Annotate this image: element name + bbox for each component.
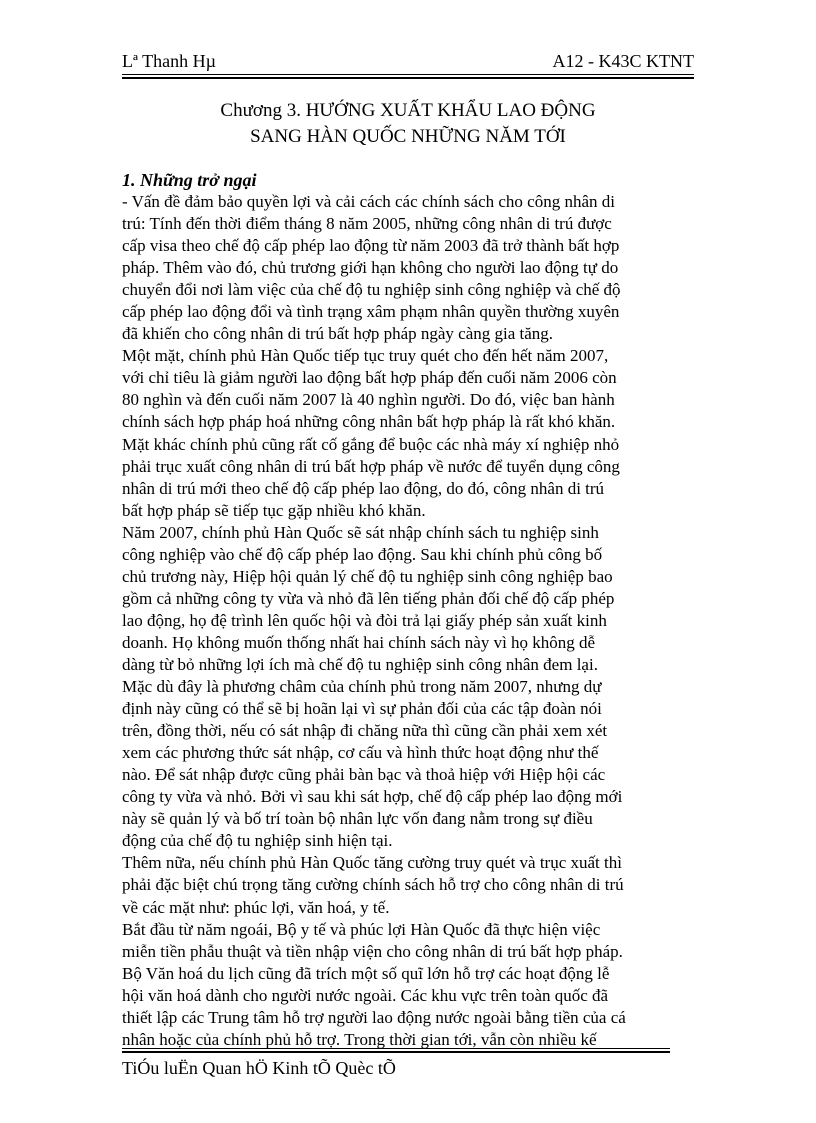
body-line: cấp phép lao động đổi và tình trạng xâm phạm nhân quyền thường xuyên [122,302,620,322]
chapter-title-line-1: Chương 3. HƯỚNG XUẤT KHẨU LAO ĐỘNG [220,100,596,121]
body-line: - Vấn đề đảm bảo quyền lợi và cải cách các chính sách cho công nhân di [122,192,615,211]
running-header [122,50,694,74]
body-line: nào. Để sát nhập được cũng phải bàn bạc và thoả hiệp với Hiệp hội các [122,765,606,785]
body-line: Bắt đầu từ năm ngoái, Bộ y tế và phúc lợi Hàn Quốc đã thực hiện việc [122,919,601,939]
body-line: phải đặc biệt chú trọng tăng cường chính sách hỗ trợ cho công nhân di trú [122,875,624,895]
header-author: Lª Thanh Hµ [122,51,216,71]
body-line: chính sách hợp pháp hoá những công nhân bất hợp pháp là rất khó khăn. [122,412,616,432]
body-line: Mặt khác chính phủ cũng rất cố gắng để buộc các nhà máy xí nghiệp nhỏ [122,434,620,454]
body-line: dàng từ bỏ những lợi ích mà chế độ tu nghiệp sinh công nhân đem lại. [122,654,598,674]
body-line: nhân hoặc của chính phủ hỗ trợ. Trong thời gian tới, vẫn còn nhiều kế [122,1029,597,1049]
body-line: về các mặt như: phúc lợi, văn hoá, y tế. [122,897,390,917]
body-line: định này cũng có thể sẽ bị hoãn lại vì sự phản đối của các tập đoàn nói [122,699,602,719]
body-line: Mặc dù đây là phương châm của chính phủ trong năm 2007, nhưng dự [122,677,602,697]
body-line: phải trục xuất công nhân di trú bất hợp pháp về nước để tuyển dụng công [122,456,620,476]
body-line: công nghiệp vào chế độ cấp phép lao động. Sau khi chính phủ công bố [122,544,603,564]
body-line: Năm 2007, chính phủ Hàn Quốc sẽ sát nhập chính sách tu nghiệp sinh [122,522,599,542]
body-line: với chỉ tiêu là giảm người lao động bất hợp pháp đến cuối năm 2006 còn [122,368,617,388]
running-footer: TiÓu luËn Quan hÖ Kinh tÕ Quèc tÕ [122,1058,396,1078]
body-line: bất hợp pháp sẽ tiếp tục gặp nhiều khó khăn. [122,500,426,520]
body-line: pháp. Thêm vào đó, chủ trương giới hạn không cho người lao động tự do [122,258,619,278]
body-line: xem các phương thức sát nhập, cơ cấu và hình thức hoạt động như thế [122,743,599,763]
body-line: gồm cả những công ty vừa và nhỏ đã lên tiếng phản đối chế độ cấp phép [122,588,615,608]
body-line: chủ trương này, Hiệp hội quản lý chế độ tu nghiệp sinh công nghiệp bao [122,566,613,586]
body-line: lao động, họ đệ trình lên quốc hội và đòi trả lại giấy phép sản xuất kinh [122,610,607,630]
body-text [122,191,694,1051]
body-line: trú: Tính đến thời điểm tháng 8 năm 2005, những công nhân di trú được [122,214,612,234]
footer-rule-thick [122,1051,670,1053]
body-line: đã khiến cho công nhân di trú bất hợp pháp ngày càng gia tăng. [122,324,554,344]
body-line: trên, đồng thời, nếu có sát nhập đi chăng nữa thì cũng cần phải xem xét [122,721,608,741]
body-line: cấp visa theo chế độ cấp phép lao động từ năm 2003 đã trở thành bất hợp [122,236,620,256]
body-line: động của chế độ tu nghiệp sinh hiện tại. [122,831,393,851]
chapter-title-line-2: SANG HÀN QUỐC NHỮNG NĂM TỚI [250,126,566,147]
section-heading: 1. Những trở ngại [122,170,257,190]
header-class-code: A12 - K43C KTNT [552,51,694,71]
body-line: thiết lập các Trung tâm hỗ trợ người lao động nước ngoài bằng tiền của cá [122,1007,626,1027]
header-rule-thin [122,74,694,75]
header-rule-thick [122,77,694,79]
body-line: miễn tiền phẫu thuật và tiền nhập viện cho công nhân di trú bất hợp pháp. [122,941,623,961]
body-line: chuyển đổi nơi làm việc của chế độ tu nghiệp sinh công nghiệp và chế độ [122,280,621,300]
body-line: Thêm nữa, nếu chính phủ Hàn Quốc tăng cường truy quét và trục xuất thì [122,853,622,873]
body-line: công ty vừa và nhỏ. Bởi vì sau khi sát hợp, chế độ cấp phép lao động mới [122,787,623,807]
body-line: hội văn hoá dành cho người nước ngoài. Các khu vực trên toàn quốc đã [122,985,609,1005]
chapter-title [122,98,694,150]
body-line: nhân di trú mới theo chế độ cấp phép lao động, do đó, công nhân di trú [122,478,605,498]
body-line: doanh. Họ không muốn thống nhất hai chính sách này vì họ không dễ [122,632,596,652]
body-line: này sẽ quản lý và bố trí toàn bộ nhân lực vốn đang nằm trong sự điều [122,809,593,829]
body-line: Bộ Văn hoá du lịch cũng đã trích một số quĩ lớn hỗ trợ các hoạt động lễ [122,963,610,983]
body-line: Một mặt, chính phủ Hàn Quốc tiếp tục truy quét cho đến hết năm 2007, [122,346,609,366]
body-line: 80 nghìn và đến cuối năm 2007 là 40 nghìn người. Do đó, việc ban hành [122,390,615,410]
footer-rule-thin [122,1048,670,1049]
